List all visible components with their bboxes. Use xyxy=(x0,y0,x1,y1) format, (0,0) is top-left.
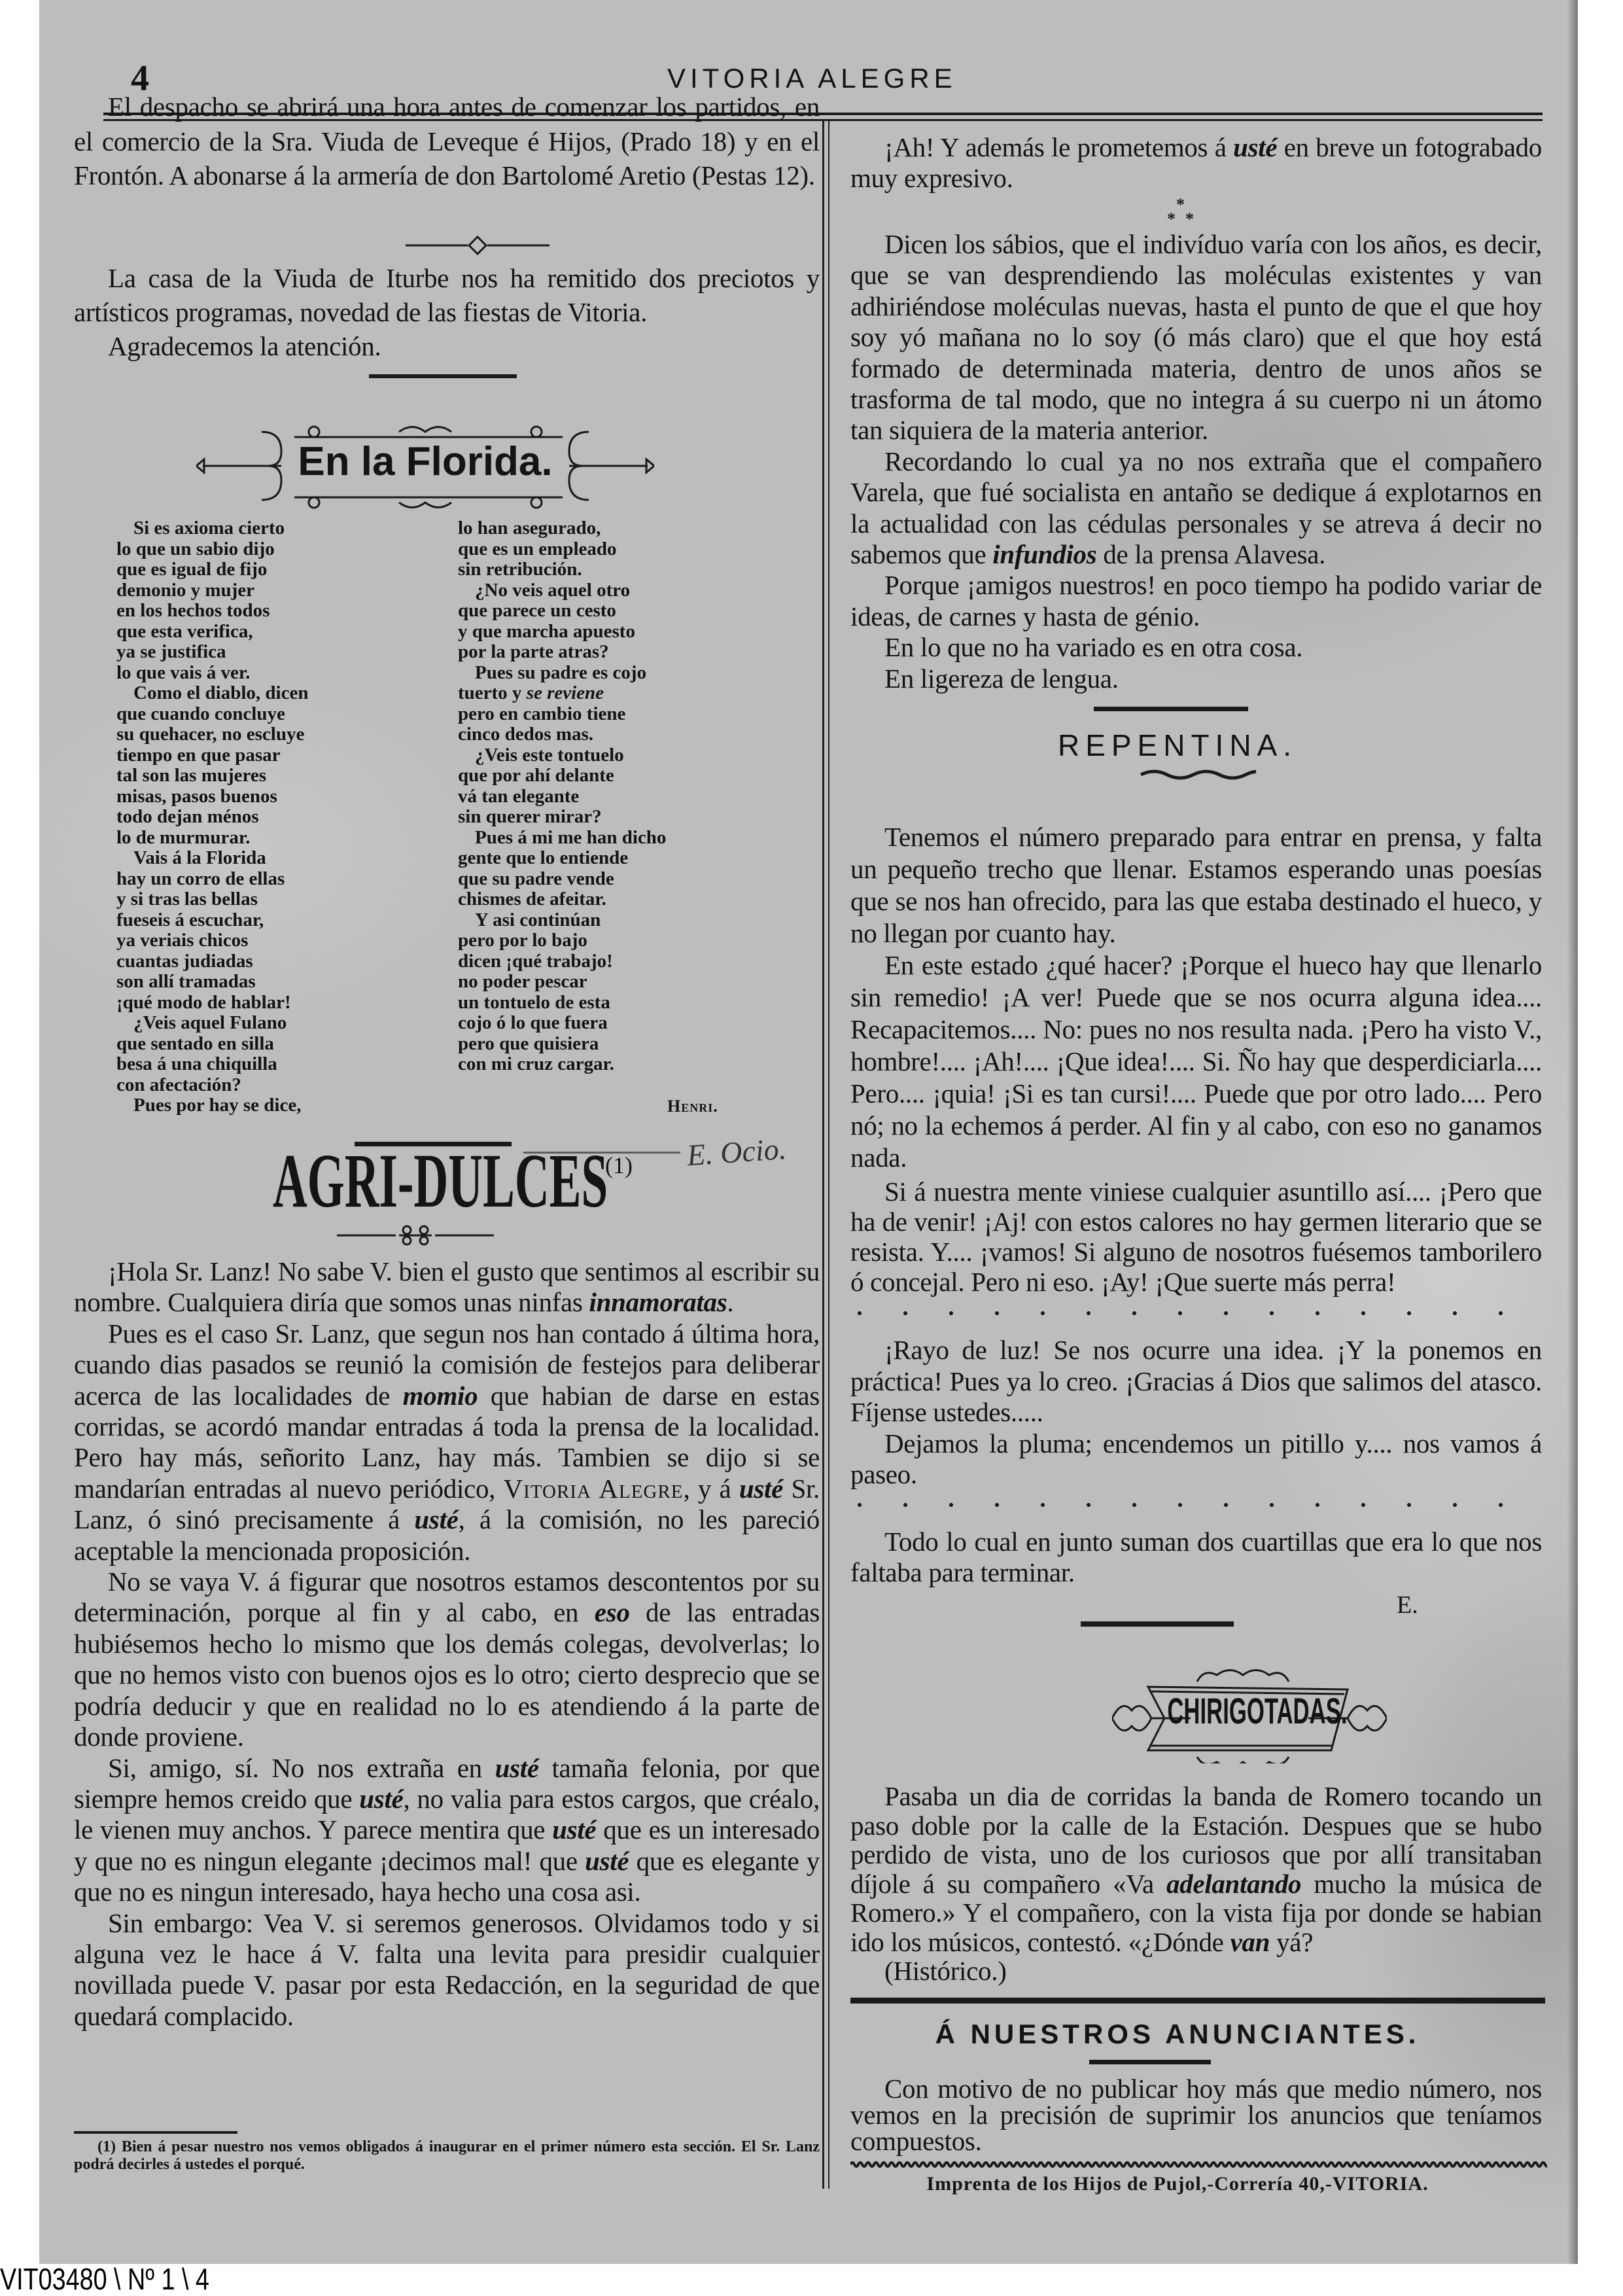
paragraph xyxy=(74,261,820,329)
poem-line xyxy=(458,580,666,601)
poem-line xyxy=(116,1054,308,1075)
florida-title-block xyxy=(196,419,654,514)
text-run: Pues es el caso Sr. Lanz, que segun nos han contado á última hora, cuando dias pasados se reunió la comisión de festejos para deliberar acerca de las localidades de xyxy=(74,1318,820,1411)
repentina-part-2 xyxy=(850,1176,1542,1297)
flourish-ornament-icon xyxy=(1138,768,1256,781)
poem-line xyxy=(458,622,666,643)
text-run: Recordando lo cual ya no nos extraña que el compañero Varela, que fué socialista en antaño se dedique á explotarnos en la actualidad con las cédulas personales y se atreva á decir no sabemos que xyxy=(850,446,1542,570)
chirigotadas-body xyxy=(850,1782,1542,1986)
poem-line xyxy=(116,1095,308,1116)
paragraph xyxy=(74,1753,820,1908)
poem-line xyxy=(116,518,308,539)
text-run: En ligereza de lengua. xyxy=(884,663,1119,694)
poem-line xyxy=(116,745,308,766)
paragraph xyxy=(850,570,1542,632)
paragraph xyxy=(850,2075,1542,2154)
poem-line xyxy=(116,972,308,993)
poem-line xyxy=(458,889,666,910)
text-run: . xyxy=(727,1287,734,1318)
poem-line xyxy=(458,910,666,931)
text-run: que es igual de fijo xyxy=(116,559,268,580)
paragraph xyxy=(74,90,820,193)
poem-column-1 xyxy=(116,518,308,1116)
svg-text:*: * xyxy=(1167,209,1176,226)
text-run: demonio y mujer xyxy=(116,579,255,601)
poem-line xyxy=(458,539,666,560)
text-run: que es un empleado xyxy=(458,538,617,559)
text-run: en breve un fotograbado muy expresivo. xyxy=(850,132,1542,194)
text-run: tal son las mujeres xyxy=(116,765,267,786)
text-run: que habian de darse en estas corridas, se acordó mandar entradas á toda la prensa de la localidad. Pero hay más, señorito Lanz, hay más. Tambien se dijo si se mandarían entradas al nuevo periódico, xyxy=(74,1380,820,1504)
text-run: ¡qué modo de hablar! xyxy=(116,991,291,1013)
text-run: lo han asegurado, xyxy=(458,518,601,539)
poem-line xyxy=(116,724,308,745)
svg-text:*: * xyxy=(1185,209,1194,226)
chirigotadas-title: CHIRIGOTADAS. xyxy=(1167,1690,1348,1731)
italic-text: adelantando xyxy=(1166,1868,1302,1899)
poem-line xyxy=(116,930,308,951)
poem-line xyxy=(458,807,666,828)
poem-line xyxy=(116,642,308,663)
paragraph xyxy=(74,329,820,363)
text-run: No se vaya V. á figurar que nosotros estamos descontentos por su determinación, porque al fin y al cabo, en xyxy=(74,1566,820,1628)
text-run: no poder pescar xyxy=(458,971,587,992)
text-run: hay un corro de ellas xyxy=(116,868,285,889)
poem-line xyxy=(116,766,308,786)
text-run: Vais á la Florida xyxy=(133,847,266,868)
paragraph xyxy=(850,1335,1542,1428)
anunciantes-body xyxy=(850,2075,1542,2154)
paragraph xyxy=(850,663,1542,694)
text-run: gente que lo entiende xyxy=(458,847,629,868)
handwritten-note: E. Ocio. xyxy=(686,1131,788,1173)
poem-line xyxy=(458,951,666,972)
text-run: por la parte atras? xyxy=(458,641,609,662)
repentina-part-3 xyxy=(850,1335,1542,1491)
text-run: en los hechos todos xyxy=(116,600,270,621)
poem-line xyxy=(458,972,666,993)
text-run: pero en cambio tiene xyxy=(458,703,626,724)
section-rule xyxy=(369,374,517,378)
text-run: ¿Veis aquel Fulano xyxy=(133,1012,287,1033)
dotted-separator xyxy=(857,1502,1544,1508)
text-run: La casa de la Viuda de Iturbe nos ha remitido dos preciotos y artísticos programas, novedad de las fiestas de Vitoria. xyxy=(74,263,820,327)
wavy-rule xyxy=(850,2159,1547,2170)
footnote: (1) Bien á pesar nuestro nos vemos obligados á inaugurar en el primer número esta sección. El Sr. Lanz podrá decirles á ustedes el porqué. xyxy=(74,2138,820,2173)
text-run: misas, pasos buenos xyxy=(116,785,277,807)
text-run: que cuando concluye xyxy=(116,703,285,724)
text-run: tuerto y xyxy=(458,682,527,703)
paragraph xyxy=(850,1956,1542,1986)
text-run: lo de murmurar. xyxy=(116,826,251,848)
newspaper-name: Vitoria Alegre xyxy=(503,1473,684,1504)
poem-line xyxy=(458,766,666,786)
sabios-article xyxy=(850,229,1542,694)
text-run: Pasaba un dia de corridas la banda de Romero tocando un paso doble por la calle de la Estación. Despues que se hubo perdido de vista, uno de los curiosos que por allí transitaban díjole á su compañero «Va xyxy=(850,1781,1542,1899)
poem-line xyxy=(458,683,666,704)
svg-text:*: * xyxy=(1176,196,1185,214)
repentina-part-1 xyxy=(850,821,1542,1174)
text-run: sin querer mirar? xyxy=(458,806,602,827)
text-run: besa á una chiquilla xyxy=(116,1053,277,1074)
text-run: El despacho se abrirá una hora antes de comenzar los partidos, en el comercio de la Sra. Viuda de Leveque é Hijos, (Prado 18) y en el Frontón. A abonarse á la armería de don Bartolomé Aretio (Pestas 12). xyxy=(74,92,820,191)
poem-line xyxy=(458,869,666,890)
paragraph xyxy=(850,821,1542,949)
text-run: ¿Veis este tontuelo xyxy=(475,744,624,766)
text-run: fueseis á escuchar, xyxy=(116,909,264,930)
dotted-separator xyxy=(857,1311,1544,1316)
poem-line xyxy=(116,869,308,890)
poem-line xyxy=(116,601,308,622)
italic-text: eso xyxy=(594,1597,630,1628)
text-run: que es elegante y que no es ningun interesado, haya hecho una cosa asi. xyxy=(74,1845,820,1907)
poem-line xyxy=(458,663,666,684)
poem-line xyxy=(116,1013,308,1034)
chirigotadas-heading-block xyxy=(1112,1662,1387,1763)
text-run: En este estado ¿qué hacer? ¡Porque el hueco hay que llenarlo sin remedio! ¡A ver! Puede que se nos ocurra alguna idea.... Recapacitemos.... No: pues no nos resulta nada. ¡Pero ha visto V., hombre!.... ¡Ah!.... ¡Que idea!.... Si. Ño hay que desperdiciarla.... Pero.... ¡quia! ¡Si es tan cursi!.... Puede que por otro lado.... Pero nó; no la echemos á perder. Al fin y al cabo, con eso no ganamos nada. xyxy=(850,950,1542,1173)
text-run: cuantas judiadas xyxy=(116,950,253,972)
poem-line xyxy=(116,1075,308,1096)
poem-line xyxy=(116,786,308,807)
italic-text: van xyxy=(1230,1926,1270,1957)
text-run: Porque ¡amigos nuestros! en poco tiempo ha podido variar de ideas, de carnes y hasta de génio. xyxy=(850,570,1542,631)
text-run: son allí tramadas xyxy=(116,971,256,992)
paragraph xyxy=(74,1908,820,2032)
paragraph xyxy=(850,949,1542,1174)
intro-paragraph xyxy=(850,132,1542,194)
section-rule xyxy=(1081,1621,1234,1627)
text-run: que parece un cesto xyxy=(458,600,616,621)
text-run: ¡Rayo de luz! Se nos ocurre una idea. ¡Y la ponemos en práctica! Pues ya lo creo. ¡Gracias á Dios que salimos del atasco. Fíjense ustedes..... xyxy=(850,1335,1542,1427)
italic-text: momio xyxy=(402,1380,478,1411)
text-run: lo que vais á ver. xyxy=(116,662,251,683)
poem-line xyxy=(458,601,666,622)
diamond-ornament-icon xyxy=(406,236,550,255)
italic-text: innamoratas xyxy=(589,1287,727,1318)
text-run: sin retribución. xyxy=(458,559,582,580)
text-run: pero que quisiera xyxy=(458,1033,599,1054)
text-run: Como el diablo, dicen xyxy=(133,682,309,703)
footnote-rule xyxy=(74,2131,237,2134)
text-run: ¿No veis aquel otro xyxy=(475,579,631,601)
text-run: Dicen los sábios, que el indivíduo varía con los años, es decir, que se van desprendiendo las moléculas existentes y van adhiriéndose moléculas nuevas, hasta el punto de que el que hoy soy yó mañana no lo soy (ó más claro) que el que hoy está formado de determinada materia, dentro de unos años se trasforma de tal modo, que no integra á su cuerpo ni un átomo tan siquiera de la materia anterior. xyxy=(850,229,1542,446)
section-rule-thick xyxy=(850,1998,1545,2004)
poem-line xyxy=(458,1013,666,1034)
text-run: Tenemos el número preparado para entrar en prensa, y falta un pequeño trecho que llenar. Estamos esperando unas poesías que se nos han ofrecido, para las que estaba destinado el hueco, y no llegan por cuanto hay. xyxy=(850,822,1542,948)
text-run: dicen ¡qué trabajo! xyxy=(458,950,613,972)
paragraph xyxy=(850,229,1542,446)
poem-line xyxy=(458,1054,666,1075)
poem-line xyxy=(116,559,308,580)
page-number: 4 xyxy=(131,58,149,99)
text-run: ya veriais chicos xyxy=(116,930,249,951)
poem-line xyxy=(458,724,666,745)
paragraph xyxy=(850,632,1542,663)
poem-line xyxy=(116,848,308,869)
paragraph xyxy=(74,1318,820,1566)
text-run: cojo ó lo que fuera xyxy=(458,1012,608,1033)
paragraph xyxy=(850,1428,1542,1491)
repentina-signature: E. xyxy=(1397,1591,1418,1619)
scroll-ornament-icon xyxy=(337,1224,494,1247)
poem-line xyxy=(458,518,666,539)
text-run: con mi cruz cargar. xyxy=(458,1053,614,1074)
italic-text: usté xyxy=(359,1783,404,1814)
text-run: ya se justifica xyxy=(116,641,226,662)
anunciantes-title: Á NUESTROS ANUNCIANTES. xyxy=(935,2019,1420,2049)
column-divider xyxy=(822,121,824,2189)
section-rule xyxy=(1089,2060,1211,2064)
poem-column-2 xyxy=(458,518,666,1075)
text-run: que por ahí delante xyxy=(458,765,614,786)
text-run: Si, amigo, sí. No nos extraña en xyxy=(108,1752,495,1783)
agridulces-heading xyxy=(170,1139,641,1224)
text-run: Pues á mi me han dicho xyxy=(475,826,667,848)
italic-text: usté xyxy=(495,1752,539,1783)
poem-line xyxy=(116,910,308,931)
text-run: , y á xyxy=(683,1473,739,1504)
text-run: que es un interesado y que no es ningun elegante ¡decimos mal! que xyxy=(74,1814,820,1876)
repentina-title: REPENTINA. xyxy=(1057,728,1298,762)
printer-imprint: Imprenta de los Hijos de Pujol,-Correría 40,-VITORIA. xyxy=(926,2173,1429,2195)
poem-line xyxy=(116,622,308,643)
text-run: Y asi continúan xyxy=(475,909,601,930)
text-run: Agradecemos la atención. xyxy=(108,331,381,361)
poem-line xyxy=(458,1034,666,1055)
poem-author: Henri. xyxy=(667,1097,718,1116)
text-run: todo dejan ménos xyxy=(116,806,259,827)
repentina-part-4 xyxy=(850,1527,1542,1589)
italic-text: se reviene xyxy=(526,682,604,703)
italic-text: usté xyxy=(1233,132,1278,162)
text-run: con afectación? xyxy=(116,1074,241,1095)
text-run: ¡Ah! Y además le prometemos á xyxy=(884,132,1234,162)
poem-line xyxy=(458,786,666,807)
paragraph xyxy=(74,1566,820,1752)
poem-line xyxy=(116,889,308,910)
text-run: Sr. Lanz, ó sinó precisamente á xyxy=(74,1473,820,1535)
text-run: , no valia para estos cargos, que créalo, le vienen muy anchos. Y parece mentira que xyxy=(74,1783,820,1845)
text-run: mucho la música de Romero.» Y el compañero, con la vista fija por donde se habian ido los músicos, contestó. «¿Dónde xyxy=(850,1868,1543,1957)
notice-iturbe xyxy=(74,261,820,363)
italic-text: usté xyxy=(585,1845,629,1876)
text-run: En lo que no ha variado es en otra cosa. xyxy=(884,632,1303,663)
text-run: tiempo en que pasar xyxy=(116,744,281,766)
asterism-ornament-icon xyxy=(1164,197,1197,226)
italic-text: usté xyxy=(739,1473,783,1504)
italic-text: infundios xyxy=(992,539,1097,570)
paragraph xyxy=(74,1256,820,1318)
text-run: Todo lo cual en junto suman dos cuartillas que era lo que nos faltaba para terminar. xyxy=(850,1527,1542,1588)
text-run: y que marcha apuesto xyxy=(458,620,635,642)
text-run: cinco dedos mas. xyxy=(458,724,594,745)
paragraph xyxy=(850,1176,1542,1297)
paragraph xyxy=(850,1782,1542,1956)
text-run: de las entradas hubiésemos hecho lo mismo que los demás colegas, devolverlas; lo que no hemos visto con buenos ojos es lo otro; cierto desprecio que se podría deducir y que en realidad no lo es atendiendo á la parte de donde proviene. xyxy=(74,1597,820,1752)
poem-line xyxy=(116,1034,308,1055)
text-run: lo que un sabio dijo xyxy=(116,538,275,559)
agridulces-body xyxy=(74,1256,820,2032)
poem-line xyxy=(116,683,308,704)
poem-line xyxy=(116,663,308,684)
poem-line xyxy=(458,704,666,725)
text-run: que su padre vende xyxy=(458,868,614,889)
poem-line xyxy=(116,539,308,560)
text-run: vá tan elegante xyxy=(458,785,580,807)
section-rule xyxy=(1094,707,1248,711)
text-run: y si tras las bellas xyxy=(116,889,258,910)
poem-line xyxy=(458,848,666,869)
paragraph xyxy=(850,1527,1542,1589)
text-run: un tontuelo de esta xyxy=(458,991,610,1013)
poem-line xyxy=(116,951,308,972)
text-run: , á la comisión, no les pareció aceptable la mencionada proposición. xyxy=(74,1504,820,1566)
text-run: Dejamos la pluma; encendemos un pitillo y.... nos vamos á paseo. xyxy=(850,1428,1542,1489)
text-run: su quehacer, no escluye xyxy=(116,724,305,745)
notice-despacho xyxy=(74,90,820,193)
footnote-marker: (1) xyxy=(605,1152,633,1178)
text-run: que sentado en silla xyxy=(116,1033,274,1054)
text-run: que esta verifica, xyxy=(116,620,253,642)
poem-line xyxy=(458,993,666,1014)
italic-text: usté xyxy=(414,1504,459,1535)
poem-line xyxy=(116,704,308,725)
paragraph xyxy=(850,132,1542,194)
text-run: ¡Hola Sr. Lanz! No sabe V. bien el gusto que sentimos al escribir su nombre. Cualquiera diría que somos unas ninfas xyxy=(74,1256,820,1318)
poem-line xyxy=(458,642,666,663)
text-run: tamaña felonia, por que siempre hemos creido que xyxy=(74,1752,820,1814)
text-run: (Histórico.) xyxy=(884,1956,1007,1986)
archive-caption: VIT03480 \ Nº 1 \ 4 xyxy=(0,2262,209,2296)
poem-line xyxy=(116,828,308,849)
chirigotadas-heading xyxy=(1112,1689,1387,1732)
italic-text: usté xyxy=(552,1814,597,1845)
column-divider-double xyxy=(828,121,829,2189)
poem-line xyxy=(116,807,308,828)
masthead-title: VITORIA ALEGRE xyxy=(667,63,957,94)
poem-line xyxy=(458,559,666,580)
text-run: chismes de afeitar. xyxy=(458,889,606,910)
text-run: pero por lo bajo xyxy=(458,930,587,951)
poem-line xyxy=(458,828,666,849)
poem-line xyxy=(116,580,308,601)
poem-line xyxy=(458,930,666,951)
text-run: Sin embargo: Vea V. si seremos generosos. Olvidamos todo y si alguna vez le hace á V. falta una levita para presidir cualquier novillada puede V. pasar por esta Redacción, en la seguridad de que quedará complacido. xyxy=(74,1907,820,2031)
text-run: yá? xyxy=(1270,1926,1314,1957)
text-run: Pues por hay se dice, xyxy=(133,1095,302,1116)
text-run: Si es axioma cierto xyxy=(133,518,285,539)
agridulces-title: AGRI-DULCES xyxy=(272,1138,608,1224)
text-run: de la prensa Alavesa. xyxy=(1096,539,1326,570)
text-run: Si á nuestra mente viniese cualquier asuntillo así.... ¡Pero que ha de venir! ¡Aj! con estos calores no hay germen literario que se resista. Y.... ¡vamos! Si alguno de nosotros fuésemos tamborilero ó concejal. Pero ni eso. ¡Ay! ¡Que suerte más perra! xyxy=(850,1176,1542,1297)
poem-title: En la Florida. xyxy=(298,439,553,484)
poem-line xyxy=(458,745,666,766)
text-run: Con motivo de no publicar hoy más que medio número, nos vemos en la precisión de suprimir los anuncios que teníamos compuestos. xyxy=(850,2074,1542,2156)
paragraph xyxy=(850,446,1542,571)
poem-line xyxy=(116,993,308,1014)
text-run: Pues su padre es cojo xyxy=(475,662,647,683)
